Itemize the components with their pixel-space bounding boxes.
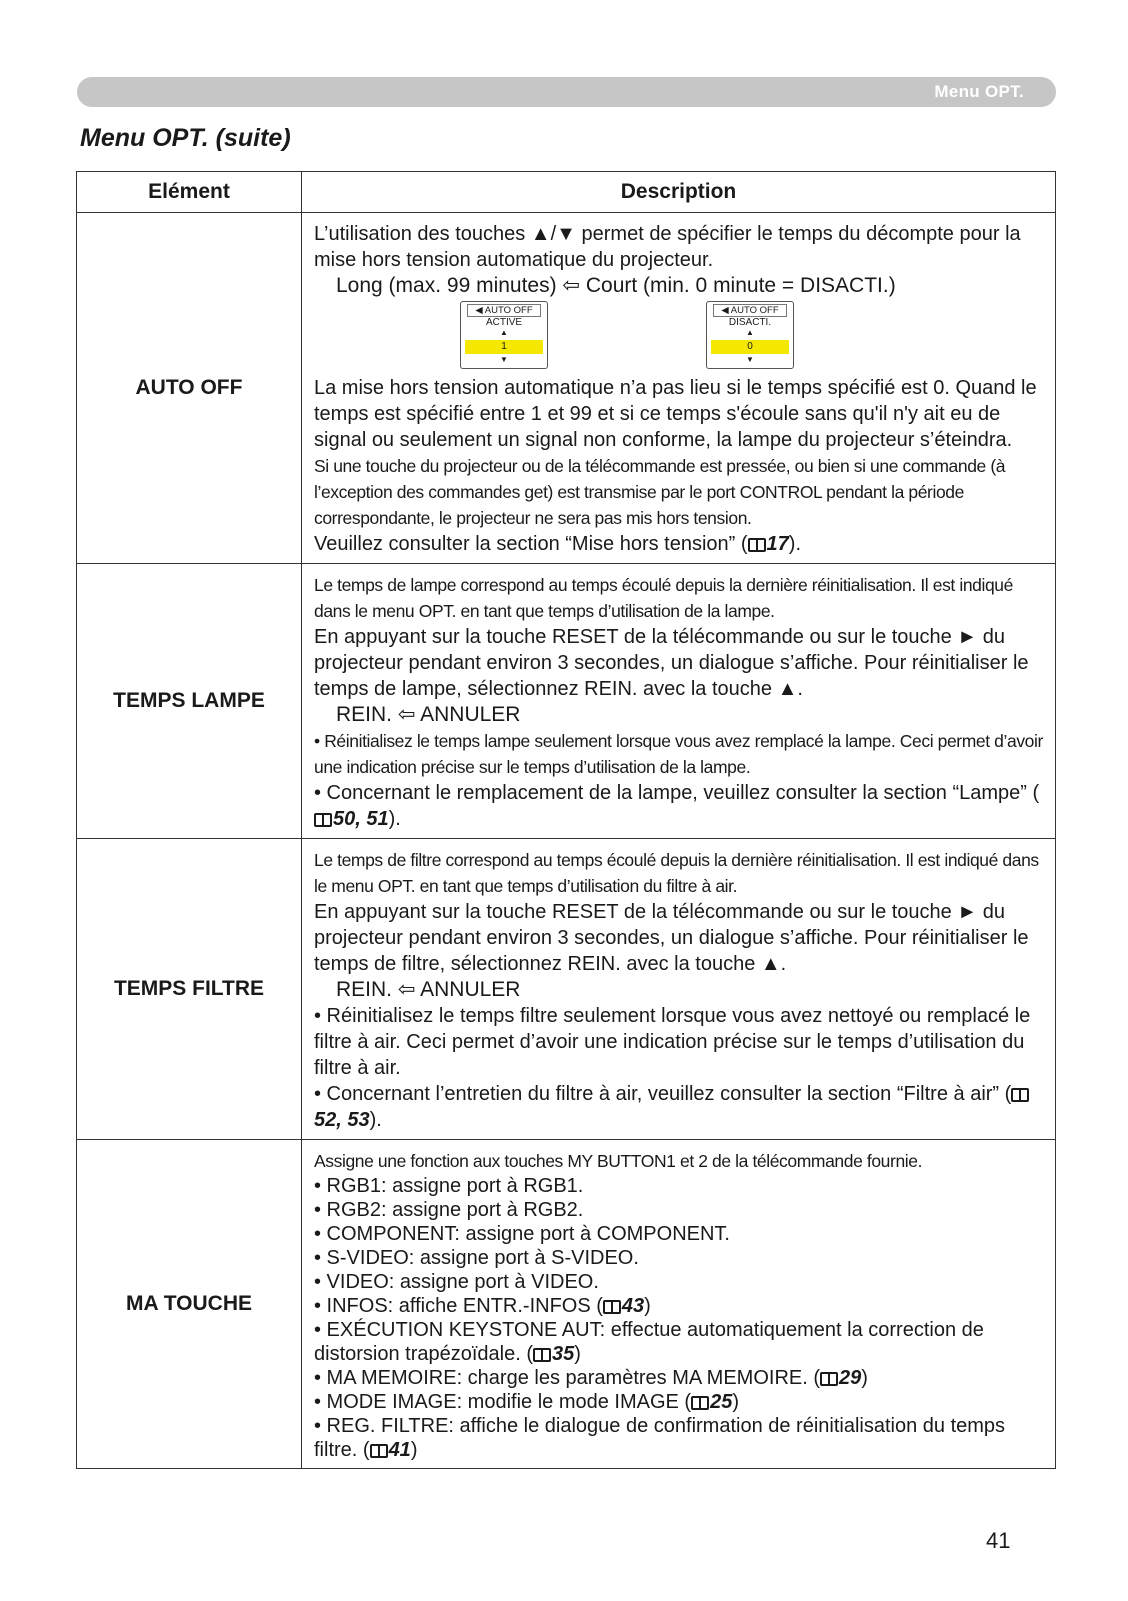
page-reference-link[interactable]: 25 — [710, 1391, 733, 1413]
list-item — [314, 1366, 1045, 1390]
reference-text: ). — [388, 808, 401, 830]
list-item — [314, 1294, 1045, 1318]
column-header-element: Elément — [77, 172, 302, 213]
page-title: Menu OPT. (suite) — [80, 124, 291, 152]
section-header-bar — [77, 77, 1056, 107]
item-ma-touche: MA TOUCHE — [77, 1140, 302, 1469]
list-item: • RGB1: assigne port à RGB1. — [314, 1175, 584, 1197]
auto-off-range: Long (max. 99 minutes) ⇦ Court (min. 0 minute = DISACTI.) — [336, 274, 896, 297]
arrow-down-icon: ▼ — [746, 355, 754, 364]
list-item-text: ) — [644, 1295, 651, 1317]
list-item-text: • MODE IMAGE: modifie le mode IMAGE ( — [314, 1391, 692, 1413]
item-auto-off: AUTO OFF — [77, 213, 302, 564]
description-temps-lampe — [302, 564, 1056, 839]
osd-state: ACTIVE — [485, 317, 523, 328]
description-ma-touche — [302, 1140, 1056, 1469]
osd-value: 0 — [711, 340, 789, 354]
filter-time-intro: Le temps de filtre correspond au temps écoulé depuis la dernière réinitialisation. Il est indiqué dans le menu OPT. en tant que temps d’utilisation du filtre à air. — [314, 850, 1039, 896]
lamp-time-reference — [314, 780, 1045, 832]
list-item-text: ) — [410, 1439, 418, 1461]
page-reference-link[interactable]: 41 — [388, 1439, 411, 1461]
description-temps-filtre — [302, 839, 1056, 1140]
book-icon — [533, 1348, 551, 1362]
description-auto-off — [302, 213, 1056, 564]
filter-time-note: • Réinitialisez le temps filtre seulement lorsque vous avez nettoyé ou remplacé le filtre à air. Ceci permet d’avoir une indication précise sur le temps d’utilisation du filtre à air. — [314, 1005, 1031, 1079]
filter-time-reference — [314, 1081, 1045, 1133]
arrow-down-icon: ▼ — [500, 355, 508, 364]
osd-examples — [314, 299, 1045, 375]
list-item: • VIDEO: assigne port à VIDEO. — [314, 1271, 599, 1293]
arrow-up-icon: ▲ — [500, 328, 508, 337]
osd-state: DISACTI. — [728, 317, 772, 328]
list-item-text: ) — [732, 1391, 740, 1413]
list-item — [314, 1318, 1045, 1366]
table-row — [77, 1140, 1056, 1469]
lamp-time-reset: En appuyant sur la touche RESET de la télécommande ou sur le touche ► du projecteur pendant environ 3 secondes, un dialogue s’affiche. Pour réinitialiser le temps de lampe, sélectionnez REIN. avec la touche ▲. — [314, 626, 1029, 700]
table-header-row — [77, 172, 1056, 213]
auto-off-intro: L’utilisation des touches ▲/▼ permet de spécifier le temps du décompte pour la mise hors tension automatique du projecteur. — [314, 223, 1021, 271]
page-reference-link[interactable]: 50, 51 — [333, 808, 389, 830]
osd-auto-off-disabled — [706, 301, 794, 369]
osd-value: 1 — [465, 340, 543, 354]
list-item — [314, 1390, 1045, 1414]
page-reference-link[interactable]: 29 — [839, 1367, 862, 1389]
list-item: • S-VIDEO: assigne port à S-VIDEO. — [314, 1247, 639, 1269]
page-number: 41 — [986, 1528, 1011, 1553]
osd-title: ◀ AUTO OFF — [467, 304, 541, 317]
reference-text: • Concernant le remplacement de la lampe, veuillez consulter la section “Lampe” ( — [314, 782, 1040, 804]
table-row — [77, 564, 1056, 839]
osd-title: ◀ AUTO OFF — [713, 304, 787, 317]
reference-text: ). — [369, 1109, 382, 1131]
page-reference-link[interactable]: 35 — [552, 1343, 575, 1365]
list-item-text: • REG. FILTRE: affiche le dialogue de confirmation de réinitialisation du temps filtre. ( — [314, 1415, 1006, 1461]
auto-off-note: Si une touche du projecteur ou de la télécommande est pressée, ou bien si une commande (à l’exception des commandes get) est transmise par le port CONTROL pendant la période correspondante, le projecteur ne sera pas mis hors tension. — [314, 456, 1006, 528]
auto-off-reference — [314, 531, 1045, 557]
page-reference-link[interactable]: 52, 53 — [314, 1109, 370, 1131]
osd-auto-off-active — [460, 301, 548, 369]
book-icon — [820, 1372, 838, 1386]
arrow-up-icon: ▲ — [746, 328, 754, 337]
item-temps-filtre: TEMPS FILTRE — [77, 839, 302, 1140]
book-icon — [603, 1300, 621, 1314]
reference-text: • Concernant l’entretien du filtre à air, veuillez consulter la section “Filtre à air” ( — [314, 1083, 1012, 1105]
list-item-text: ) — [861, 1367, 868, 1389]
column-header-description: Description — [302, 172, 1056, 213]
item-temps-lampe: TEMPS LAMPE — [77, 564, 302, 839]
list-item: • RGB2: assigne port à RGB2. — [314, 1199, 584, 1221]
page-reference-link[interactable]: 43 — [621, 1295, 645, 1317]
book-icon — [370, 1444, 388, 1458]
table-row — [77, 213, 1056, 564]
lamp-time-choice: REIN. ⇦ ANNULER — [336, 703, 521, 726]
book-icon — [1011, 1088, 1029, 1102]
my-button-intro: Assigne une fonction aux touches MY BUTTON1 et 2 de la télécommande fournie. — [314, 1151, 923, 1171]
book-icon — [748, 538, 766, 552]
page-reference-link[interactable]: 17 — [766, 533, 789, 555]
book-icon — [691, 1396, 709, 1410]
list-item-text: • INFOS: affiche ENTR.-INFOS ( — [314, 1295, 603, 1317]
section-header-label: Menu OPT. — [934, 82, 1024, 101]
lamp-time-note: • Réinitialisez le temps lampe seulement lorsque vous avez remplacé la lampe. Ceci permet d’avoir une indication précise sur le temps d’utilisation de la lampe. — [314, 731, 1043, 777]
filter-time-reset: En appuyant sur la touche RESET de la télécommande ou sur le touche ► du projecteur pendant environ 3 secondes, un dialogue s’affiche. Pour réinitialiser le temps de filtre, sélectionnez REIN. avec la touche ▲. — [314, 901, 1029, 975]
options-table — [76, 171, 1056, 1469]
reference-text: ). — [788, 533, 801, 555]
list-item — [314, 1414, 1045, 1462]
book-icon — [314, 813, 332, 827]
list-item: • COMPONENT: assigne port à COMPONENT. — [314, 1223, 730, 1245]
list-item-text: • MA MEMOIRE: charge les paramètres MA MEMOIRE. ( — [314, 1367, 821, 1389]
table-row — [77, 839, 1056, 1140]
reference-text: Veuillez consulter la section “Mise hors tension” ( — [314, 533, 748, 555]
lamp-time-intro: Le temps de lampe correspond au temps écoulé depuis la dernière réinitialisation. Il est indiqué dans le menu OPT. en tant que temps d’utilisation de la lampe. — [314, 575, 1013, 621]
list-item-text: • EXÉCUTION KEYSTONE AUT: effectue automatiquement la correction de distorsion trapézoïdale. ( — [314, 1319, 984, 1365]
filter-time-choice: REIN. ⇦ ANNULER — [336, 978, 521, 1001]
list-item-text: ) — [574, 1343, 581, 1365]
auto-off-explanation: La mise hors tension automatique n’a pas lieu si le temps spécifié est 0. Quand le temps est spécifié entre 1 et 99 et si ce temps s'écoule sans qu'il n'y ait eu de signal ou seulement un signal non conforme, la lampe du projecteur s’éteindra. — [314, 377, 1037, 451]
